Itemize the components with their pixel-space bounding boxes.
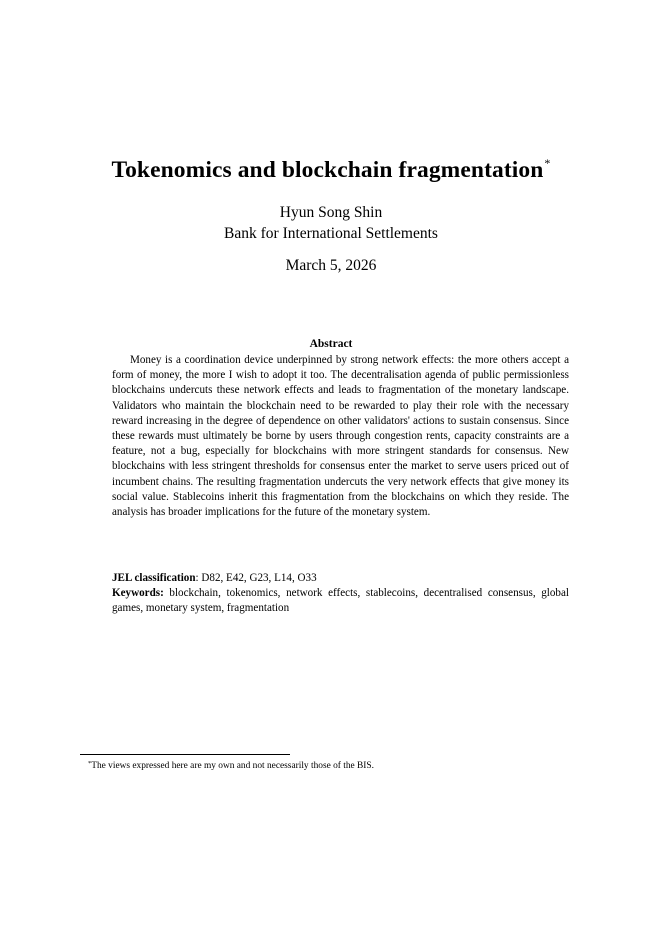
author-affiliation: Bank for International Settlements xyxy=(224,225,438,242)
jel-label: JEL classification xyxy=(112,572,196,584)
footnote xyxy=(88,758,608,772)
paper-title-text: Tokenomics and blockchain fragmentation xyxy=(111,157,544,183)
footnote-mark: * xyxy=(88,760,92,767)
title-footnote-mark: * xyxy=(544,156,551,170)
paper-title xyxy=(0,156,662,184)
keywords-label: Keywords: xyxy=(112,587,164,599)
paper-date: March 5, 2026 xyxy=(285,257,377,274)
author-name: Hyun Song Shin xyxy=(279,204,383,221)
keywords-list: blockchain, tokenomics, network effects, stablecoins, decentralised consensus, global games, monetary system, fragmentation xyxy=(112,587,569,615)
jel-classification xyxy=(112,571,569,586)
abstract-heading: Abstract xyxy=(309,338,353,350)
footnote-divider xyxy=(80,754,290,755)
keywords xyxy=(112,586,569,616)
abstract-text: Money is a coordination device underpinned by strong network effects: the more others accept a form of money, the more I wish to adopt it too. The decentralisation agenda of public permissionless blockchains undercuts these network effects and leads to fragmentation of the monetary landscape. Validators who maintain the blockchain need to be rewarded to play their role with the necessary reward increasing in the degree of dependence on other validators' actions to sustain consensus. Since these rewards must ultimately be borne by users through congestion rents, capacity constraints are a feature, not a bug, especially for blockchains with more stringent standards for consensus. New blockchains with less stringent thresholds for consensus enter the market to serve users priced out of incumbent chains. The resulting fragmentation undercuts the very network effects that give money its social value. Stablecoins inherit this fragmentation from the blockchains on which they reside. The analysis has broader implications for the future of the monetary system. xyxy=(112,354,569,519)
footnote-text: The views expressed here are my own and not necessarily those of the BIS. xyxy=(91,761,374,771)
jel-codes: : D82, E42, G23, L14, O33 xyxy=(195,572,317,584)
